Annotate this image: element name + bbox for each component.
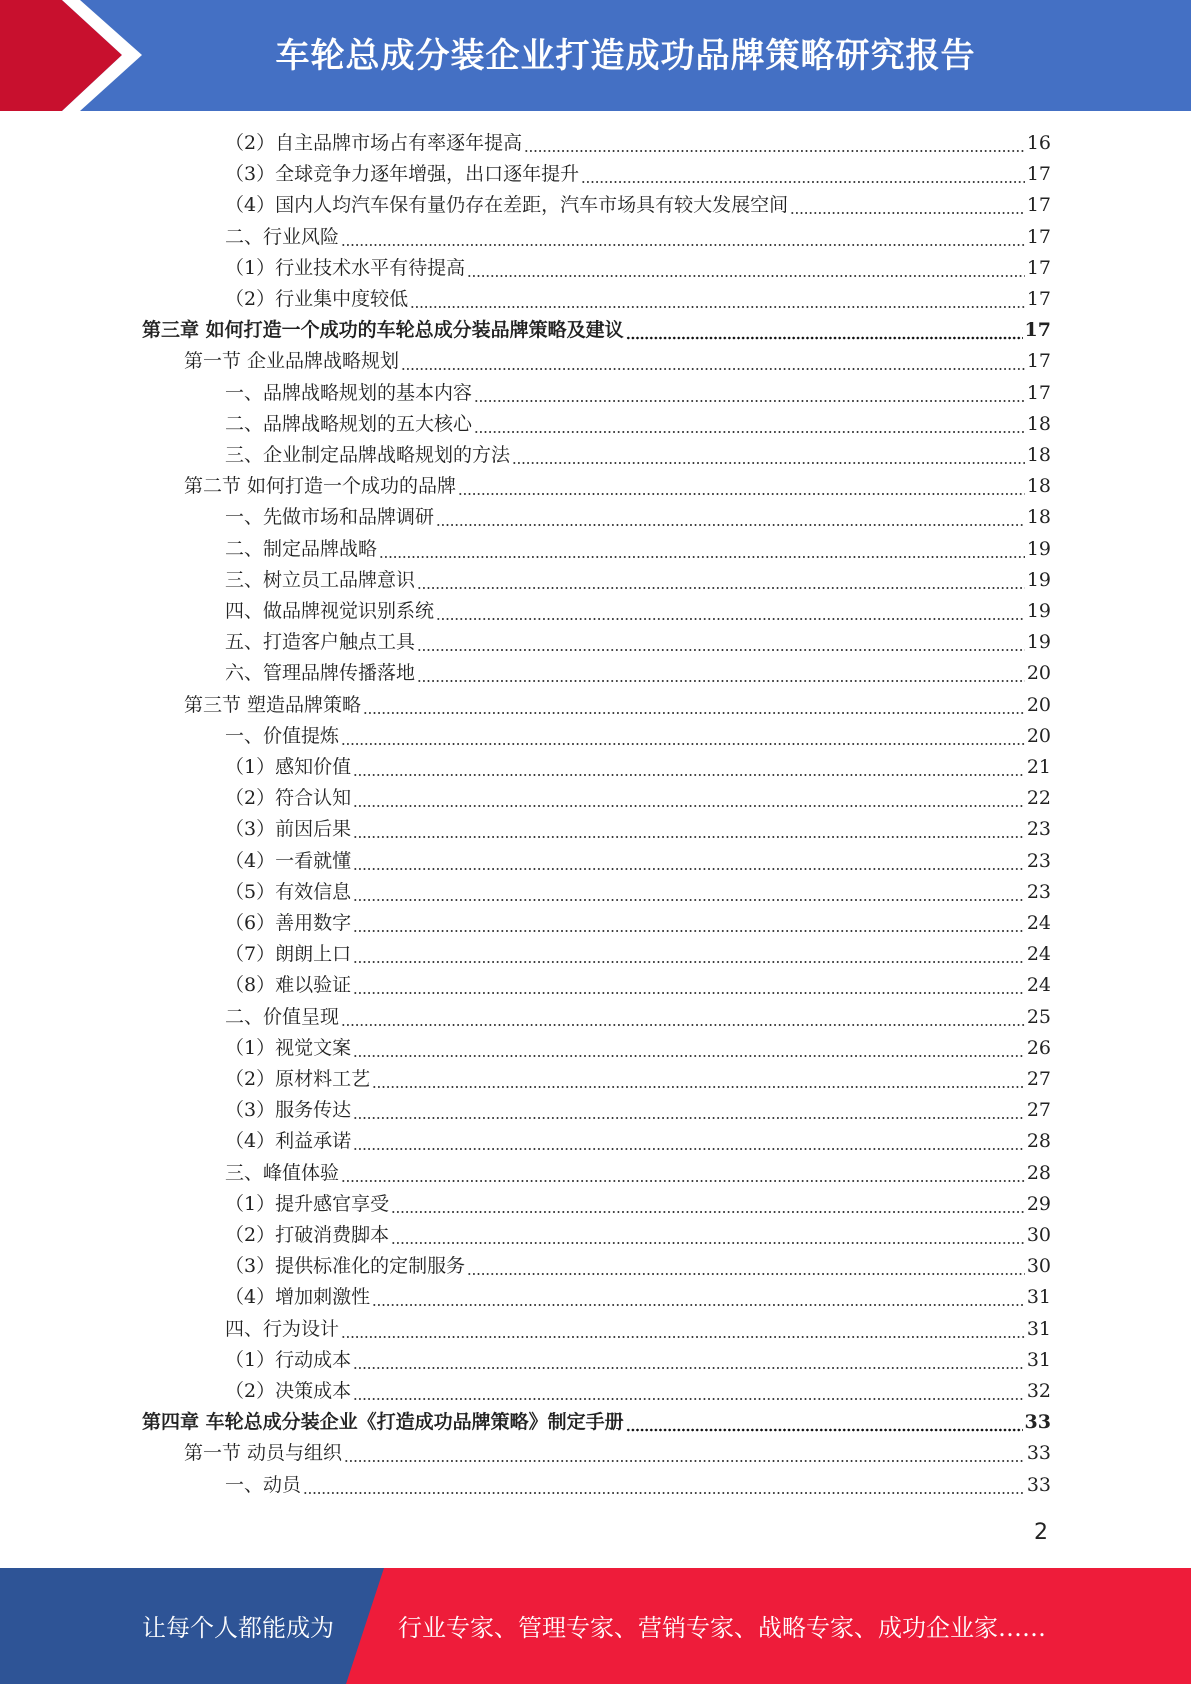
toc-dot-leader <box>341 222 1025 253</box>
toc-entry[interactable] <box>225 970 1051 1001</box>
toc-entry-page: 29 <box>1026 1192 1051 1215</box>
toc-entry-page: 17 <box>1026 194 1051 217</box>
toc-dot-leader <box>467 253 1025 284</box>
toc-entry[interactable] <box>225 565 1051 596</box>
toc-entry[interactable] <box>225 1158 1051 1189</box>
toc-entry[interactable] <box>225 596 1051 627</box>
toc-entry-title: （3）前因后果 <box>225 818 352 841</box>
toc-entry[interactable] <box>225 939 1051 970</box>
toc-entry-page: 23 <box>1026 880 1051 903</box>
toc-dot-leader <box>363 690 1025 721</box>
toc-entry-page: 23 <box>1026 818 1051 841</box>
toc-entry-page: 20 <box>1026 693 1051 716</box>
toc-entry-page: 17 <box>1024 319 1051 342</box>
page-number: 2 <box>1034 1520 1048 1545</box>
toc-entry-page: 17 <box>1026 225 1051 248</box>
toc-dot-leader <box>417 565 1025 596</box>
toc-entry[interactable] <box>225 128 1051 159</box>
toc-entry[interactable] <box>225 159 1051 190</box>
toc-dot-leader <box>353 814 1025 845</box>
toc-entry-title: （8）难以验证 <box>225 974 352 997</box>
toc-dot-leader <box>303 1470 1025 1501</box>
toc-entry-page: 31 <box>1026 1348 1051 1371</box>
toc-entry-title: 六、管理品牌传播落地 <box>225 662 416 685</box>
toc-entry-page: 33 <box>1024 1411 1051 1434</box>
toc-entry-title: 二、制定品牌战略 <box>225 537 378 560</box>
toc-entry-title: （4）增加刺激性 <box>225 1286 371 1309</box>
toc-dot-leader <box>353 1345 1025 1376</box>
toc-entry[interactable] <box>225 1345 1051 1376</box>
toc-dot-leader <box>391 1189 1025 1220</box>
toc-entry-title: （2）原材料工艺 <box>225 1068 371 1090</box>
toc-entry-page: 28 <box>1026 1130 1051 1153</box>
toc-entry-page: 17 <box>1026 288 1051 310</box>
page-footer <box>0 1568 1191 1684</box>
toc-entry-title: 三、树立员工品牌意识 <box>225 568 416 591</box>
toc-dot-leader <box>341 721 1025 752</box>
toc-entry-page: 27 <box>1026 1099 1051 1122</box>
toc-entry[interactable] <box>225 1002 1051 1033</box>
toc-entry-title: （4）国内人均汽车保有量仍存在差距，汽车市场具有较大发展空间 <box>225 194 789 217</box>
toc-entry[interactable] <box>225 814 1051 845</box>
toc-entry-page: 23 <box>1026 849 1051 872</box>
toc-entry-page: 21 <box>1026 756 1051 778</box>
toc-entry-title: （4）利益承诺 <box>225 1130 352 1153</box>
toc-entry-page: 19 <box>1026 537 1051 560</box>
toc-entry-page: 17 <box>1026 350 1051 373</box>
toc-entry[interactable] <box>225 440 1051 471</box>
toc-entry-page: 18 <box>1026 475 1051 498</box>
toc-dot-leader <box>344 1438 1025 1469</box>
toc-chapter-entry[interactable] <box>142 315 1051 346</box>
toc-entry[interactable] <box>225 1033 1051 1064</box>
toc-entry-page: 28 <box>1026 1161 1051 1184</box>
toc-entry-page: 33 <box>1026 1473 1051 1496</box>
toc-entry-page: 17 <box>1026 381 1051 404</box>
toc-dot-leader <box>410 284 1025 315</box>
toc-entry-title: （3）全球竞争力逐年增强，出口逐年提升 <box>225 163 580 186</box>
toc-entry-page: 27 <box>1026 1068 1051 1090</box>
toc-entry-page: 25 <box>1026 1005 1051 1028</box>
toc-entry[interactable] <box>184 690 1051 721</box>
toc-entry[interactable] <box>225 1282 1051 1313</box>
toc-entry-page: 19 <box>1026 568 1051 591</box>
toc-dot-leader <box>353 970 1025 1001</box>
toc-entry[interactable] <box>225 409 1051 440</box>
page-header <box>0 0 1191 111</box>
toc-entry[interactable] <box>225 877 1051 908</box>
toc-entry[interactable] <box>184 471 1051 502</box>
footer-slogan-right: 行业专家、管理专家、营销专家、战略专家、成功企业家…… <box>398 1614 1046 1642</box>
toc-dot-leader <box>353 1033 1025 1064</box>
toc-dot-leader <box>417 627 1025 658</box>
toc-entry[interactable] <box>225 1220 1051 1251</box>
toc-dot-leader <box>372 1064 1025 1095</box>
toc-entry[interactable] <box>225 284 1051 315</box>
toc-entry-page: 19 <box>1026 600 1051 622</box>
toc-entry-page: 20 <box>1026 724 1051 747</box>
toc-dot-leader <box>436 596 1025 627</box>
toc-entry[interactable] <box>225 1126 1051 1157</box>
toc-dot-leader <box>512 440 1025 471</box>
toc-dot-leader <box>474 378 1025 409</box>
toc-dot-leader <box>353 846 1025 877</box>
footer-slogan-left: 让每个人都能成为 <box>142 1614 334 1642</box>
toc-entry-page: 33 <box>1026 1442 1051 1465</box>
toc-entry-title: （3）服务传达 <box>225 1099 352 1122</box>
toc-entry-title: （1）行动成本 <box>225 1348 352 1371</box>
toc-entry-title: 三、企业制定品牌战略规划的方法 <box>225 444 511 466</box>
toc-entry[interactable] <box>225 378 1051 409</box>
toc-entry[interactable] <box>225 658 1051 689</box>
toc-entry-title: （1）视觉文案 <box>225 1036 352 1059</box>
toc-entry[interactable] <box>225 1251 1051 1282</box>
toc-entry-title: 第一节 动员与组织 <box>184 1442 343 1465</box>
toc-entry-page: 17 <box>1026 163 1051 186</box>
toc-entry-title: （4）一看就懂 <box>225 849 352 872</box>
toc-dot-leader <box>626 315 1023 346</box>
toc-dot-leader <box>341 1002 1025 1033</box>
toc-entry-title: 第二节 如何打造一个成功的品牌 <box>184 475 457 498</box>
toc-entry-page: 24 <box>1026 943 1051 966</box>
toc-entry-page: 31 <box>1026 1286 1051 1309</box>
toc-entry-title: 三、峰值体验 <box>225 1161 340 1184</box>
toc-entry-page: 20 <box>1026 662 1051 685</box>
toc-entry-page: 19 <box>1026 631 1051 654</box>
toc-dot-leader <box>581 159 1025 190</box>
toc-entry[interactable] <box>225 1376 1051 1407</box>
toc-entry[interactable] <box>225 1314 1051 1345</box>
toc-entry-title: 一、品牌战略规划的基本内容 <box>225 381 473 404</box>
toc-entry[interactable] <box>225 534 1051 565</box>
toc-chapter-entry[interactable] <box>142 1407 1051 1438</box>
toc-dot-leader <box>467 1251 1025 1282</box>
toc-entry[interactable] <box>225 502 1051 533</box>
toc-entry-title: 四、做品牌视觉识别系统 <box>225 600 435 622</box>
toc-entry-page: 30 <box>1026 1224 1051 1246</box>
toc-dot-leader <box>417 658 1025 689</box>
toc-entry-title: （5）有效信息 <box>225 880 352 903</box>
toc-entry[interactable] <box>225 721 1051 752</box>
toc-dot-leader <box>341 1158 1025 1189</box>
toc-entry-title: （2）自主品牌市场占有率逐年提高 <box>225 132 523 154</box>
toc-dot-leader <box>372 1282 1025 1313</box>
toc-entry-title: 二、价值呈现 <box>225 1005 340 1028</box>
toc-entry-title: 第一节 企业品牌战略规划 <box>184 350 400 373</box>
toc-entry[interactable] <box>184 346 1051 377</box>
toc-dot-leader <box>353 1126 1025 1157</box>
toc-entry[interactable] <box>184 1438 1051 1469</box>
toc-entry[interactable] <box>225 1095 1051 1126</box>
toc-entry[interactable] <box>225 222 1051 253</box>
toc-dot-leader <box>353 1095 1025 1126</box>
toc-entry-title: （2）打破消费脚本 <box>225 1224 390 1246</box>
toc-entry-title: （2）符合认知 <box>225 787 352 810</box>
toc-dot-leader <box>353 1376 1025 1407</box>
toc-dot-leader <box>391 1220 1025 1251</box>
toc-dot-leader <box>353 783 1025 814</box>
toc-entry[interactable] <box>225 1470 1051 1501</box>
toc-entry-title: 二、品牌战略规划的五大核心 <box>225 412 473 435</box>
toc-dot-leader <box>458 471 1025 502</box>
toc-entry[interactable] <box>225 846 1051 877</box>
toc-entry-title: 二、行业风险 <box>225 225 340 248</box>
toc-dot-leader <box>379 534 1025 565</box>
toc-entry-title: 第三章 如何打造一个成功的车轮总成分装品牌策略及建议 <box>142 319 624 342</box>
toc-entry[interactable] <box>225 783 1051 814</box>
toc-entry-title: （1）行业技术水平有待提高 <box>225 256 466 279</box>
toc-dot-leader <box>353 939 1025 970</box>
toc-entry-page: 22 <box>1026 787 1051 810</box>
toc-entry[interactable] <box>225 253 1051 284</box>
toc-entry-page: 17 <box>1026 256 1051 279</box>
toc-entry[interactable] <box>225 627 1051 658</box>
toc-dot-leader <box>626 1407 1023 1438</box>
toc-dot-leader <box>353 752 1025 783</box>
toc-entry[interactable] <box>225 1189 1051 1220</box>
toc-entry[interactable] <box>225 908 1051 939</box>
toc-entry-title: （1）感知价值 <box>225 756 352 778</box>
toc-entry-page: 26 <box>1026 1036 1051 1059</box>
toc-entry-title: （7）朗朗上口 <box>225 943 352 966</box>
toc-entry[interactable] <box>225 752 1051 783</box>
toc-entry[interactable] <box>225 190 1051 221</box>
toc-dot-leader <box>353 908 1025 939</box>
toc-dot-leader <box>474 409 1025 440</box>
toc-entry-page: 18 <box>1026 444 1051 466</box>
toc-entry-title: 一、先做市场和品牌调研 <box>225 506 435 529</box>
toc-entry-page: 32 <box>1026 1380 1051 1402</box>
toc-entry-title: 第四章 车轮总成分装企业《打造成功品牌策略》制定手册 <box>142 1411 624 1434</box>
toc-dot-leader <box>401 346 1025 377</box>
toc-entry-page: 16 <box>1026 132 1051 154</box>
toc-entry-title: （2）决策成本 <box>225 1380 352 1402</box>
toc-entry-title: （2）行业集中度较低 <box>225 288 409 310</box>
toc-entry-page: 30 <box>1026 1255 1051 1278</box>
toc-dot-leader <box>353 877 1025 908</box>
toc-entry[interactable] <box>225 1064 1051 1095</box>
toc-entry-title: 一、价值提炼 <box>225 724 340 747</box>
toc-dot-leader <box>790 190 1025 221</box>
toc-entry-title: 第三节 塑造品牌策略 <box>184 693 362 716</box>
toc-entry-title: （6）善用数字 <box>225 912 352 934</box>
toc-entry-title: 四、行为设计 <box>225 1317 340 1340</box>
toc-entry-page: 18 <box>1026 412 1051 435</box>
toc-entry-page: 18 <box>1026 506 1051 529</box>
toc-entry-page: 31 <box>1026 1317 1051 1340</box>
toc-entry-title: （1）提升感官享受 <box>225 1192 390 1215</box>
toc-entry-title: 一、动员 <box>225 1473 302 1496</box>
toc-entry-page: 24 <box>1026 974 1051 997</box>
header-title: 车轮总成分装企业打造成功品牌策略研究报告 <box>275 36 976 76</box>
toc-dot-leader <box>524 128 1025 159</box>
toc-entry-title: 五、打造客户触点工具 <box>225 631 416 654</box>
toc-entry-title: （3）提供标准化的定制服务 <box>225 1255 466 1278</box>
toc-dot-leader <box>436 502 1025 533</box>
toc-dot-leader <box>341 1314 1025 1345</box>
toc-entry-page: 24 <box>1026 912 1051 934</box>
